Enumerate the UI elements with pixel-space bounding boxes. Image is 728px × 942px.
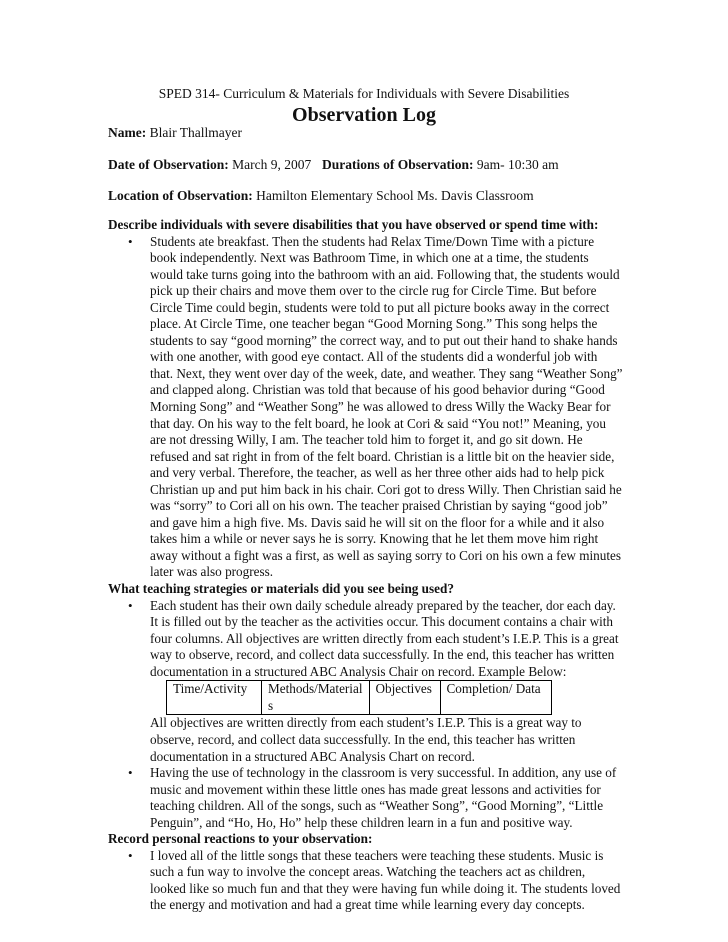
text-line: way to observe, record, and collect data successfully. In the end, this teacher has written [150, 647, 615, 663]
text-line: students to say “good morning” the correct way, and to put out their hand to shake hands [150, 332, 618, 348]
text-line: All objectives are written directly from each student’s I.E.P. This is a great way to [150, 715, 582, 731]
text-line: Students ate breakfast. Then the students had Relax Time/Down Time with a picture [150, 233, 595, 249]
text-line: four columns. All objectives are written directly from each student’s I.E.P. This is a great [150, 630, 619, 646]
location-value: Hamilton Elementary School Ms. Davis Classroom [256, 188, 534, 203]
text-line: that day. On his way to the felt board, he look at Cori & said “You not!” Meaning, you [150, 415, 606, 431]
text-line: would take turns going into the bathroom with an aid. Following that, the students would [150, 266, 620, 282]
text-line: later was also progress. [150, 564, 274, 580]
strategies-question: What teaching strategies or materials did you see being used? [108, 581, 454, 597]
reactions-question: Record personal reactions to your observation: [108, 831, 373, 847]
observation-body [108, 217, 628, 914]
text-line: observe, record, and collect data successfully. In the end, this teacher has written [150, 731, 576, 747]
text-line: that. Next, they went over day of the week, date, and weather. They sang “Weather Song” [150, 365, 623, 381]
bullet-glyph: • [128, 233, 133, 249]
course-heading: SPED 314- Curriculum & Materials for Individuals with Severe Disabilities [158, 86, 570, 101]
describe-question: Describe individuals with severe disabilities that you have observed or spend time with: [108, 217, 599, 232]
location-field [108, 188, 534, 204]
duration-field [322, 157, 559, 173]
duration-label: Durations of Observation: [322, 157, 474, 172]
table-header-cell: Objectives [369, 681, 440, 715]
strategies-bullet-1 [108, 598, 628, 681]
reactions-text [150, 848, 628, 914]
text-line: Penguin”, and “Ho, Ho, Ho” help these children learn in a fun and positive way. [150, 814, 573, 830]
strategies-text-1 [150, 598, 628, 681]
bullet-glyph: • [128, 765, 133, 781]
text-line: documentation in a structured ABC Analysis Chart on record. [150, 748, 475, 764]
bullet-glyph: • [128, 847, 133, 863]
text-line: Having the use of technology in the classroom is very successful. In addition, any use of [150, 765, 617, 781]
text-line: and very verbal. Therefore, the teacher, as well as her three other aids had to help pick [150, 465, 605, 481]
text-line: refused and sat right in from of the felt board. Christian is a little bit on the heavier side, [150, 448, 615, 464]
table-header-row [167, 681, 552, 715]
text-line: music and movement within these little ones has made great lessons and activities for [150, 781, 601, 797]
location-label: Location of Observation: [108, 188, 253, 203]
text-line: Circle Time could begin, students were told to put all picture books away in the correct [150, 299, 610, 315]
text-line: place. At Circle Time, one teacher began “Good Morning Song.” This song helps the [150, 316, 598, 332]
bullet-glyph: • [128, 597, 133, 613]
text-line: was “sorry” to Cori all on his own. The teacher praised Christian by saying “good job” [150, 498, 608, 514]
strategies-bullet-2 [108, 765, 628, 831]
text-line: such a fun way to involve the concept areas. Watching the teachers act as children, [150, 864, 586, 880]
text-line: are not dressing Willy, I am. The teacher told him to forget it, and go sit down. He [150, 432, 583, 448]
text-line: with one another, with good eye contact. All of the students did a wonderful job with [150, 349, 598, 365]
describe-text [150, 234, 628, 581]
name-field [108, 125, 242, 141]
text-line: away without a fight was a first, as well as saying sorry to Cori on his own a few minutes [150, 547, 622, 563]
text-line: pick up their chairs and move them over to the circle rug for Circle Time. But before [150, 283, 597, 299]
text-line: Each student has their own daily schedule already prepared by the teacher, dor each day. [150, 597, 616, 613]
text-line: Morning Song” and “Weather Song” he was allowed to dress Willy the Wacky Bear for [150, 399, 611, 415]
page-title: Observation Log [292, 104, 436, 126]
text-line: Christian up and put him back in his chair. Cori got to dress Willy. Then Christian said he [150, 481, 622, 497]
duration-value: 9am- 10:30 am [476, 157, 559, 172]
text-line: the energy and motivation and had a great time while learning every day concepts. [150, 897, 585, 913]
date-field [108, 157, 311, 173]
text-line: and clapped along. Christian was told that because of his good behavior during “Good [150, 382, 605, 398]
text-line: looked like so much fun and that they were having fun while doing it. The students loved [150, 880, 621, 896]
reactions-bullet [108, 848, 628, 914]
text-line: It is filled out by the teacher as the activities occur. This document contains a chair with [150, 614, 614, 630]
strategies-text-2 [150, 765, 628, 831]
date-value: March 9, 2007 [232, 157, 312, 172]
abc-analysis-table [166, 680, 552, 715]
text-line: documentation in a structured ABC Analysis Chair on record. Example Below: [150, 663, 567, 679]
strategies-after-table-text [108, 715, 628, 765]
text-line: book independently. Next was Bathroom Time, in which one at a time, the students [150, 250, 589, 266]
text-line: takes him a while or never says he is sorry. Knowing that he let them move him right [150, 531, 599, 547]
describe-bullet [108, 234, 628, 581]
date-label: Date of Observation: [108, 157, 229, 172]
text-line: and gave him a high five. Ms. Davis said he will sit on the floor for a while and it also [150, 514, 605, 530]
name-label: Name: [108, 125, 147, 140]
table-header-cell: Methods/Material s [262, 681, 370, 715]
text-line: teaching children. All of the songs, such as “Weather Song”, “Good Morning”, “Little [150, 798, 604, 814]
text-line: I loved all of the little songs that these teachers were teaching these students. Music is [150, 847, 604, 863]
name-value: Blair Thallmayer [149, 125, 242, 140]
table-header-cell: Time/Activity [167, 681, 262, 715]
table-header-cell: Completion/ Data [440, 681, 551, 715]
